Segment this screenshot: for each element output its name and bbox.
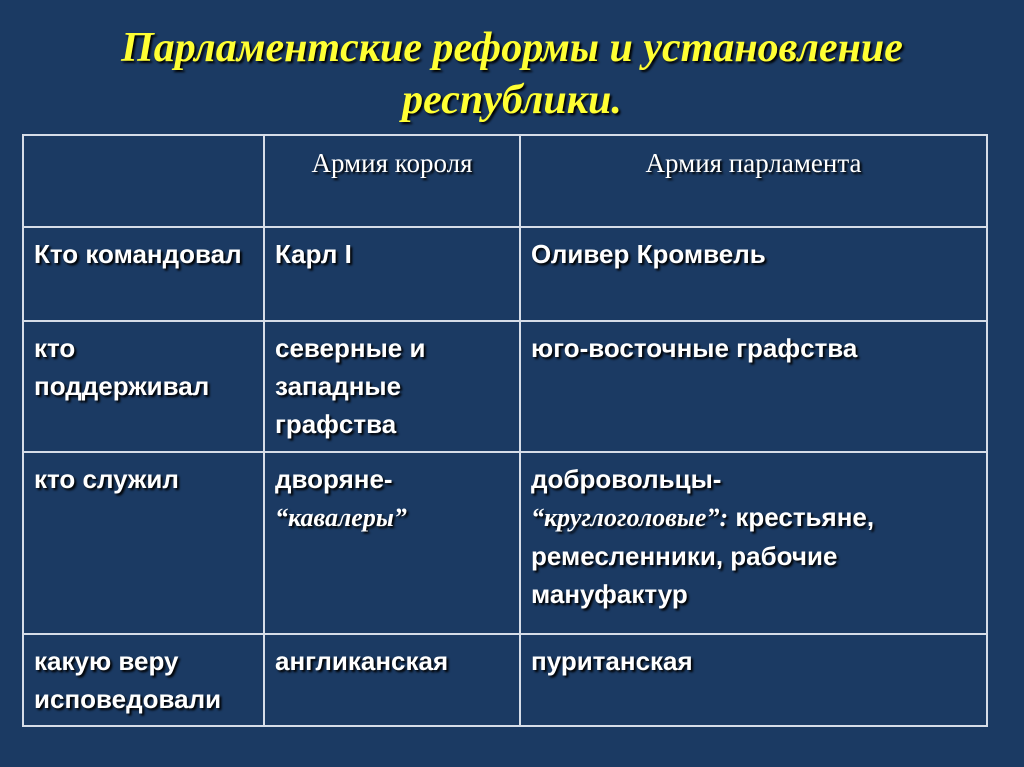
row-label-commander: Кто командовал	[23, 227, 264, 321]
cell-parliament-served	[520, 452, 987, 634]
header-empty-cell	[23, 135, 264, 227]
table-header-row	[23, 135, 987, 227]
cell-parliament-support: юго-восточные графства	[520, 321, 987, 452]
king-served-italic: “кавалеры”	[275, 503, 407, 532]
comparison-table	[22, 134, 988, 727]
king-served-prefix: дворяне-	[275, 464, 393, 494]
cell-king-support: северные и западные графства	[264, 321, 520, 452]
cell-king-commander: Карл I	[264, 227, 520, 321]
title-line-2: республики.	[402, 77, 622, 123]
header-parliament-army: Армия парламента	[520, 135, 987, 227]
cell-parliament-commander: Оливер Кромвель	[520, 227, 987, 321]
title-line-1: Парламентские реформы и установление	[121, 25, 903, 71]
row-label-served: кто служил	[23, 452, 264, 634]
row-label-religion: какую веру исповедовали	[23, 634, 264, 726]
row-label-support: кто поддерживал	[23, 321, 264, 452]
cell-parliament-religion: пуританская	[520, 634, 987, 726]
cell-king-served	[264, 452, 520, 634]
table-row	[23, 452, 987, 634]
parliament-served-prefix: добровольцы-	[531, 464, 722, 494]
table-row	[23, 321, 987, 452]
table-row	[23, 634, 987, 726]
slide-title	[0, 22, 1024, 126]
table-row	[23, 227, 987, 321]
parliament-served-suffix: крестьяне, ремесленники, рабочие мануфактур	[531, 502, 875, 609]
parliament-served-italic: “круглоголовые”:	[531, 503, 729, 532]
header-king-army: Армия короля	[264, 135, 520, 227]
cell-king-religion: англиканская	[264, 634, 520, 726]
